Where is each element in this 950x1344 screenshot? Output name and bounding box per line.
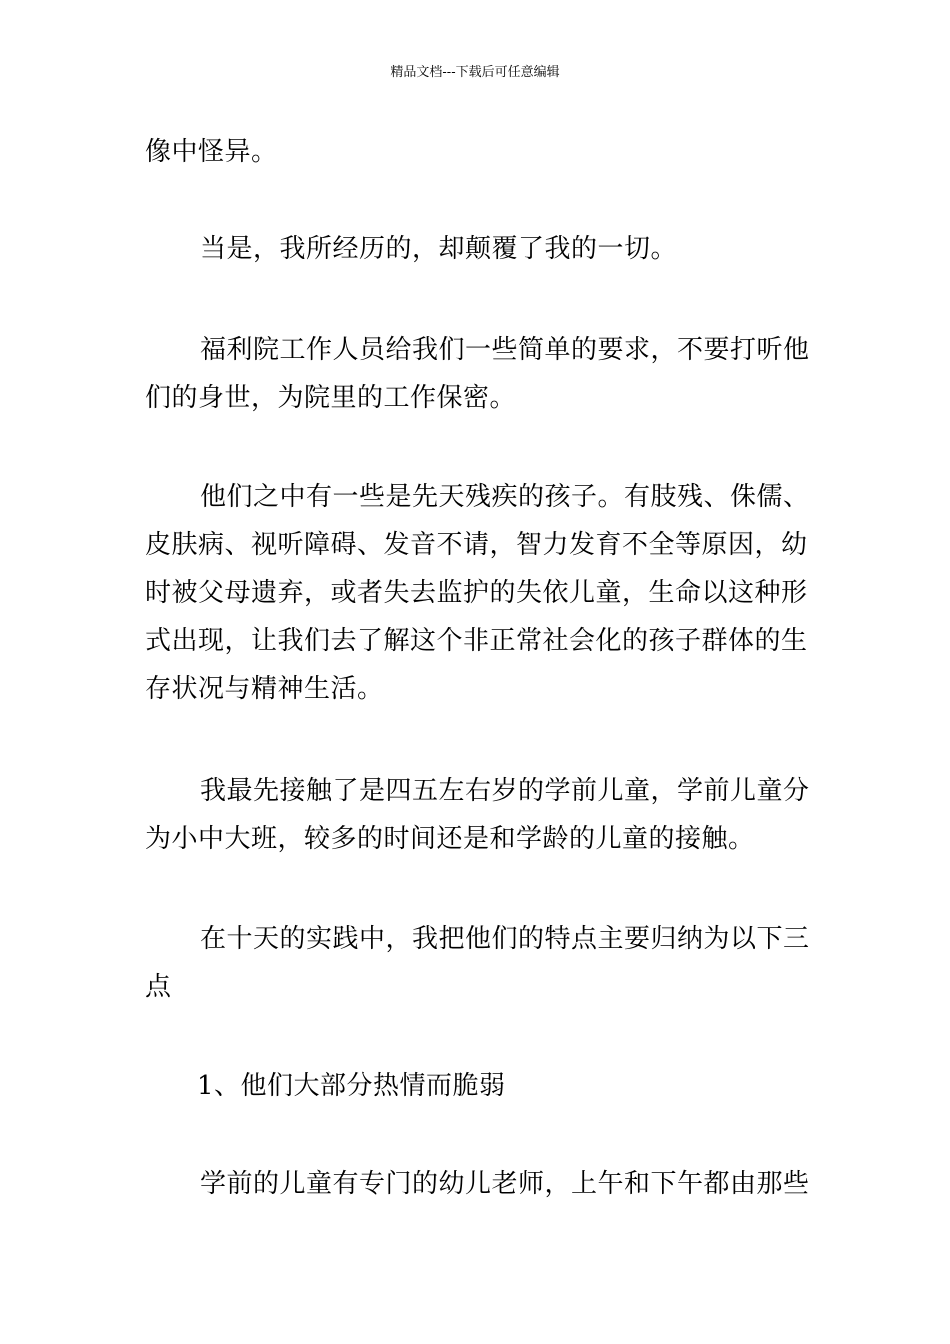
paragraph-line: 他们之中有一些是先天残疾的孩子。有肢残、侏儒、 — [200, 482, 810, 512]
paragraph-line: 像中怪异。 — [145, 137, 278, 167]
paragraph-line: 存状况与精神生活。 — [145, 674, 384, 704]
paragraph — [145, 473, 810, 713]
paragraph-line: 我最先接触了是四五左右岁的学前儿童，学前儿童分 — [200, 776, 810, 806]
paragraph — [145, 326, 810, 422]
paragraph — [145, 128, 810, 176]
paragraph-line: 们的身世，为院里的工作保密。 — [145, 383, 517, 413]
paragraph — [145, 915, 810, 1011]
paragraph-line: 点 — [145, 972, 172, 1002]
page-header: 精品文档---下载后可任意编辑 — [390, 65, 560, 80]
paragraph-line: 式出现，让我们去了解这个非正常社会化的孩子群体的生 — [145, 626, 808, 656]
paragraph-line: 学前的儿童有专门的幼儿老师，上午和下午都由那些 — [200, 1169, 810, 1199]
paragraph-line: 当是，我所经历的，却颠覆了我的一切。 — [200, 234, 678, 264]
paragraph — [145, 1160, 810, 1208]
paragraph-line: 皮肤病、视听障碍、发音不请，智力发育不全等原因，幼 — [145, 530, 808, 560]
paragraph-line: 福利院工作人员给我们一些简单的要求，不要打听他 — [200, 335, 810, 365]
paragraph-line: 1、他们大部分热情而脆弱 — [197, 1071, 506, 1101]
paragraph-line: 为小中大班，较多的时间还是和学龄的儿童的接触。 — [145, 824, 755, 854]
paragraph-line: 在十天的实践中，我把他们的特点主要归纳为以下三 — [200, 924, 810, 954]
paragraph-line: 时被父母遗弃，或者失去监护的失依儿童，生命以这种形 — [145, 578, 808, 608]
paragraph — [145, 767, 810, 863]
paragraph — [145, 1062, 810, 1110]
paragraph — [145, 225, 810, 273]
